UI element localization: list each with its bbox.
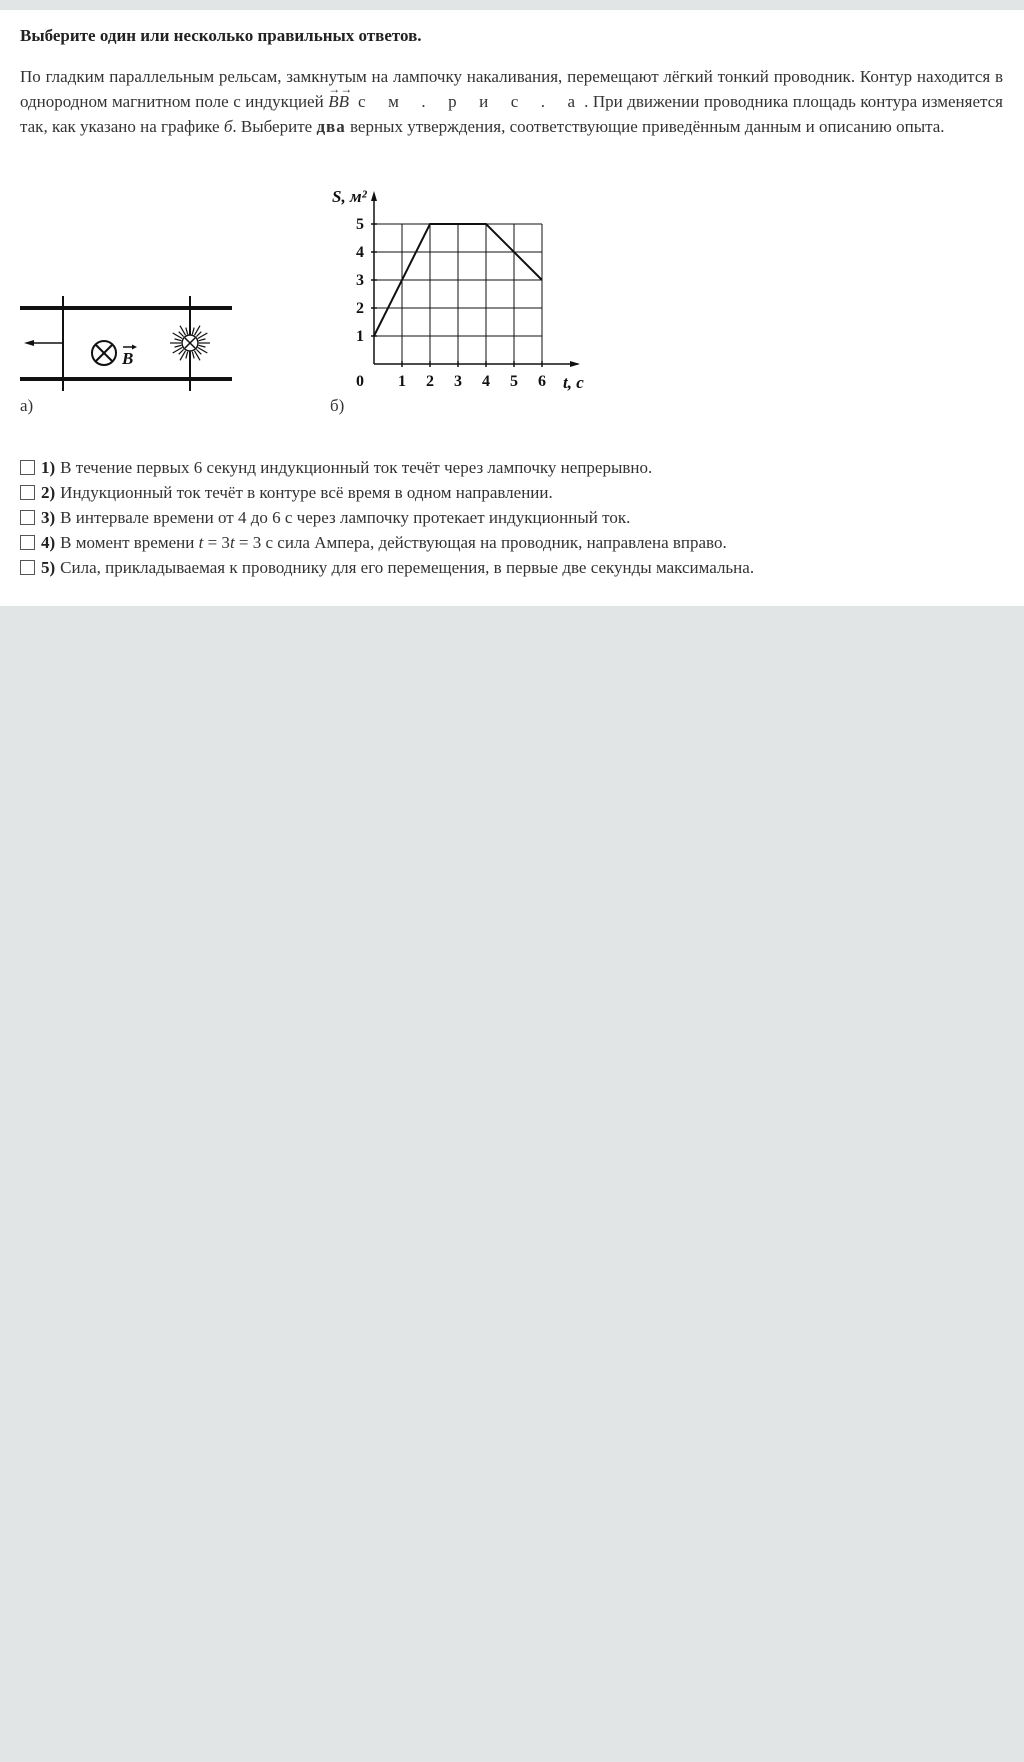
answer-text-before: В момент времени — [60, 532, 199, 552]
lamp-ray — [199, 339, 206, 341]
chart-y-axis-label: S, м² — [332, 187, 367, 206]
vector-symbol: BB — [328, 92, 349, 111]
answer-number: 2) — [41, 482, 56, 502]
answer-text: В течение первых 6 секунд индукционный ток течёт через лампочку непрерывно. — [60, 457, 653, 477]
answer-number: 1) — [41, 457, 56, 477]
figure-a-circuit — [20, 292, 236, 396]
lamp-ray — [179, 349, 184, 354]
chart-y-tick-label: 4 — [356, 244, 364, 261]
lamp-ray — [186, 352, 188, 359]
field-into-page-icon — [92, 341, 116, 365]
problem-part5: верных утверждения, соответствующие приведённым данным и описанию опыта. — [345, 117, 945, 136]
lamp-ray — [199, 345, 206, 347]
velocity-arrow-head — [24, 340, 34, 346]
lamp-ray — [192, 328, 194, 335]
instruction-text: Выберите один или несколько правильных ответов. — [20, 26, 422, 45]
vector-arrow: →→ — [328, 82, 353, 96]
vector-b — [328, 82, 353, 114]
chart-x-tick-label: 2 — [426, 373, 434, 390]
answer-option-4[interactable] — [20, 530, 1000, 555]
lamp-ray — [192, 352, 194, 359]
lamp-ray — [186, 328, 188, 335]
answer-text-after: = 3 с сила Ампера, действующая на проводник, направлена вправо. — [234, 532, 727, 552]
figure-a-label: а) — [20, 396, 34, 415]
problem-emphasis: два — [316, 117, 346, 136]
chart-grid — [374, 224, 542, 364]
answer-number: 3) — [41, 507, 56, 527]
answer-checkbox-2[interactable] — [20, 485, 35, 500]
chart-x-tick-label: 1 — [398, 373, 406, 390]
answer-text: Сила, прикладываемая к проводнику для его перемещения, в первые две секунды максимальна. — [60, 557, 755, 577]
chart-x-tick-label: 6 — [538, 373, 546, 390]
lamp-icon — [170, 323, 210, 363]
chart-x-tick-label: 4 — [482, 373, 490, 390]
figure-b-chart — [328, 180, 592, 396]
answer-options — [20, 455, 1000, 580]
answer-var-t: t — [198, 532, 204, 552]
chart-x-tick-label: 3 — [454, 373, 462, 390]
lamp-ray — [196, 349, 201, 354]
lamp-ray — [179, 332, 184, 337]
chart-x-axis-arrow — [570, 361, 580, 367]
chart-y-axis-arrow — [371, 191, 377, 201]
answer-text — [60, 533, 727, 553]
answer-option-2[interactable] — [20, 480, 1000, 505]
answer-var-t: t — [229, 532, 235, 552]
answer-option-3[interactable] — [20, 505, 1000, 530]
chart-y-tick-label: 5 — [356, 216, 364, 233]
answer-text-mid: = 3 — [203, 532, 230, 552]
problem-graph-ref: б — [223, 117, 233, 136]
answer-text: Индукционный ток течёт в контуре всё время в одном направлении. — [60, 482, 553, 502]
answer-checkbox-3[interactable] — [20, 510, 35, 525]
chart-x-axis-label: t, с — [563, 373, 584, 392]
answer-checkbox-1[interactable] — [20, 460, 35, 475]
answer-number: 4) — [41, 532, 56, 552]
answer-option-1[interactable] — [20, 455, 1000, 480]
field-label: B — [122, 349, 134, 368]
problem-part4: . Выберите — [232, 117, 317, 136]
top-bar — [0, 0, 1024, 10]
answer-text: В интервале времени от 4 до 6 с через лампочку протекает индукционный ток. — [60, 507, 631, 527]
lamp-ray — [175, 339, 182, 341]
lamp-ray — [175, 345, 182, 347]
chart-y-tick-label: 1 — [356, 328, 364, 345]
answer-option-5[interactable] — [20, 555, 1000, 580]
chart-x-tick-label: 5 — [510, 373, 518, 390]
answer-checkbox-4[interactable] — [20, 535, 35, 550]
problem-part3: . При движении проводника площадь контура изменяется так, как указано на графике — [20, 92, 1004, 136]
chart-y-tick-label: 3 — [356, 272, 364, 289]
lamp-ray — [196, 332, 201, 337]
problem-part1: По гладким параллельным рельсам, замкнутым на лампочку накаливания, перемещают лёгкий тонкий проводник. Контур находится в однородном магнитном поле с индукцией — [20, 67, 1003, 111]
answer-checkbox-5[interactable] — [20, 560, 35, 575]
problem-figure-ref: с м . р и с . а — [358, 92, 585, 111]
problem-text — [20, 64, 1003, 139]
chart-y-tick-label: 2 — [356, 300, 364, 317]
answer-number: 5) — [41, 557, 56, 577]
figure-b-label: б) — [330, 396, 345, 415]
chart-x-tick-label: 0 — [356, 373, 364, 390]
